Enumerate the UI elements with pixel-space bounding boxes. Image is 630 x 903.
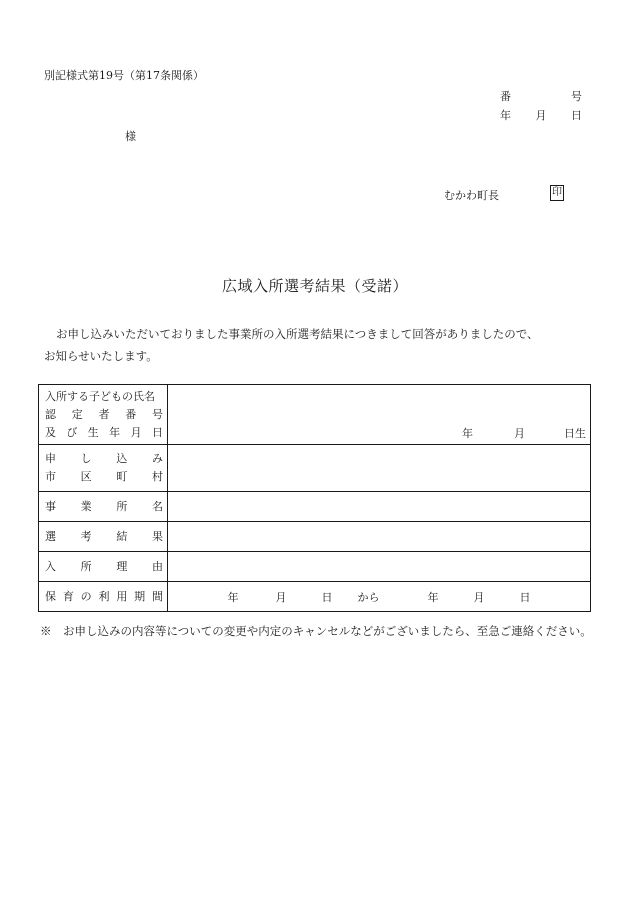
birth-date-field: 年 月 日生 [462, 427, 586, 440]
row-facility [39, 492, 591, 522]
label-period: 保 育 の 利 用 期 間 [39, 582, 168, 612]
label-municipality: 申 し 込 み 市 区 町 村 [39, 445, 168, 492]
date-day: 日 [571, 109, 582, 122]
footnote: ※ お申し込みの内容等についての変更や内定のキャンセルなどがございましたら、至急ご連絡ください。 [40, 624, 592, 638]
label-cert-number: 認 定 者 番 号 [45, 407, 163, 421]
row-municipality [39, 445, 591, 492]
value-reason[interactable] [168, 552, 591, 582]
mayor-name: むかわ町長 [444, 189, 499, 202]
result-table [38, 384, 591, 612]
value-period[interactable] [168, 582, 591, 612]
date-month: 月 [535, 109, 547, 122]
body-line-1: お申し込みいただいておりました事業所の入所選考結果につきまして回答がありましたので、 [56, 327, 539, 341]
label-child-name: 入所する子どもの氏名 [45, 389, 155, 403]
label-facility: 事 業 所 名 [39, 492, 168, 522]
addressee: 様 [125, 130, 136, 143]
number-char-ban: 番 [500, 90, 511, 103]
row-reason [39, 552, 591, 582]
body-text [44, 323, 596, 367]
label-reason: 入 所 理 由 [39, 552, 168, 582]
value-child-info[interactable] [168, 385, 591, 445]
value-municipality[interactable] [168, 445, 591, 492]
row-period [39, 582, 591, 612]
body-line-2: お知らせいたします。 [44, 349, 158, 363]
label-result: 選 考 結 果 [39, 522, 168, 552]
row-result [39, 522, 591, 552]
issue-date [500, 107, 582, 123]
label-child-info [39, 385, 168, 445]
date-year: 年 [500, 109, 511, 122]
document-title: 広域入所選考結果（受諾） [221, 277, 408, 295]
label-birthdate: 及 び 生 年 月 日 [45, 425, 163, 439]
number-char-go: 号 [571, 90, 582, 103]
value-result[interactable] [168, 522, 591, 552]
period-range: 年 月 日 から 年 月 日 [227, 590, 531, 604]
form-id: 別記様式第19号（第17条関係） [44, 69, 204, 82]
value-facility[interactable] [168, 492, 591, 522]
row-child-info [39, 385, 591, 445]
seal-mark: 印 [550, 185, 564, 201]
document-number [500, 88, 582, 104]
